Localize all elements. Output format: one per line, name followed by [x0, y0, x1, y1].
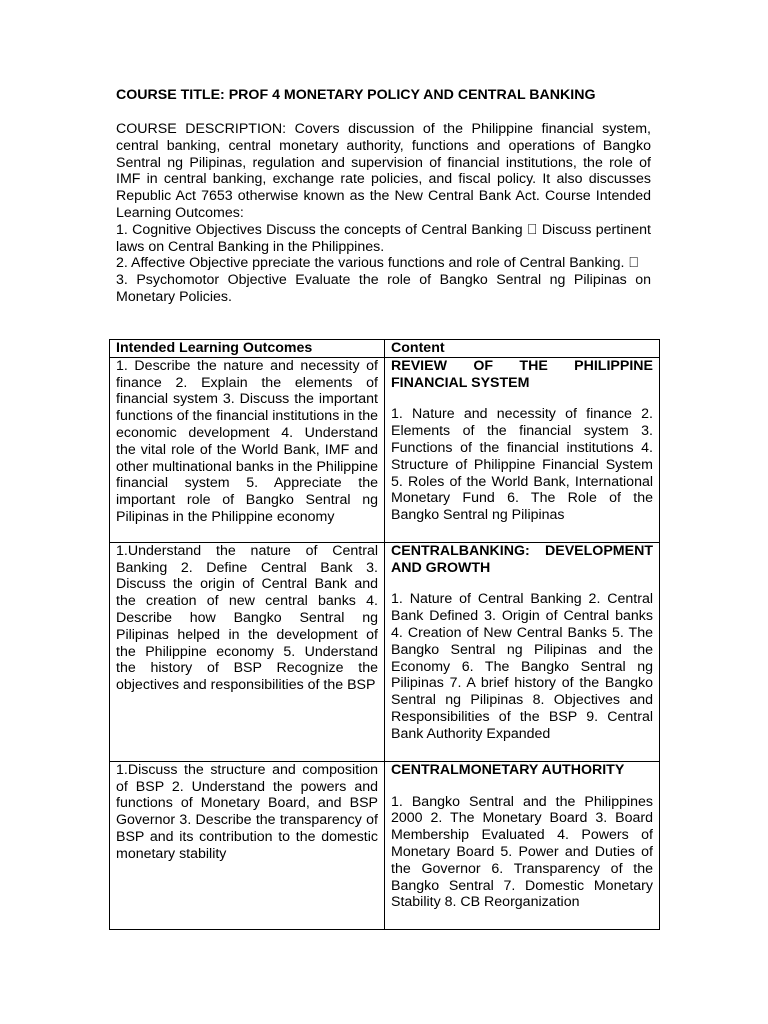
table-row [110, 761, 660, 929]
table-header-row [110, 340, 660, 358]
objective-psychomotor: 3. Psychomotor Objective Evaluate the role of Bangko Sentral ng Pilipinas on Monetary Policies. [116, 272, 651, 305]
outcomes-cell: 1.Understand the nature of Central Banking 2. Define Central Bank 3. Discuss the origin of Central Bank and the creation of new central banks 4. Describe how Bangko Sentral ng Pilipinas helped in the development of the Philippine economy 5. Understand the history of BSP Recognize the objectives and responsibilities of the BSP [110, 542, 385, 761]
content-body: 1. Nature and necessity of finance 2. Elements of the financial system 3. Functions of the financial institutions 4. Structure of Philippine Financial System 5. Roles of the World Bank, International Monetary Fund 6. The Role of the Bangko Sentral ng Pilipinas [391, 406, 653, 524]
outcomes-cell: 1. Describe the nature and necessity of finance 2. Explain the elements of financial system 3. Discuss the important functions of the financial institutions in the economic development 4. Understand the vital role of the World Bank, IMF and other multinational banks in the Philippine financial system 5. Appreciate the important role of Bangko Sentral ng Pilipinas in the Philippine economy [110, 357, 385, 542]
course-title: COURSE TITLE: PROF 4 MONETARY POLICY AND CENTRAL BANKING [116, 87, 596, 103]
course-description-paragraph: COURSE DESCRIPTION: Covers discussion of the Philippine financial system, central banking, central monetary authority, functions and operations of Bangko Sentral ng Pilipinas, regulation and supervision of financial institutions, the role of IMF in central banking, exchange rate policies, and fiscal policy. It also discusses Republic Act 7653 otherwise known as the New Central Bank Act. Course Intended Learning Outcomes: [116, 121, 651, 221]
content-heading: CENTRALMONETARY AUTHORITY [391, 761, 625, 778]
objective-cognitive: 1. Cognitive Objectives Discuss the concepts of Central Banking Discuss pertinent laws on Central Banking in the Philippines. [116, 221, 651, 255]
header-content: Content [385, 340, 660, 358]
content-heading: CENTRALBANKING: DEVELOPMENT AND GROWTH [391, 542, 653, 576]
content-body: 1. Bangko Sentral and the Philippines 2000 2. The Monetary Board 3. Board Membership Evaluated 4. Powers of Monetary Board 5. Power and Duties of the Governor 6. Transparency of the Bangko Sentral 7. Domestic Monetary Stability 8. CB Reorganization [391, 793, 653, 911]
table-row [110, 357, 660, 542]
course-description [116, 121, 651, 306]
learning-outcomes-table [109, 339, 660, 930]
content-heading: REVIEW OF THE PHILIPPINE FINANCIAL SYSTEM [391, 357, 653, 391]
outcomes-cell: 1.Discuss the structure and composition of BSP 2. Understand the powers and functions of Monetary Board, and BSP Governor 3. Describe the transparency of BSP and its contribution to the domestic monetary stability [110, 761, 385, 929]
table-row [110, 542, 660, 761]
content-body: 1. Nature of Central Banking 2. Central Bank Defined 3. Origin of Central banks 4. Creation of New Central Banks 5. The Bangko Sentral ng Pilipinas and the Economy 6. The Bangko Sentral ng Pilipinas 7. A brief history of the Bangko Sentral ng Pilipinas 8. Objectives and Responsibilities of the BSP 9. Central Bank Authority Expanded [391, 591, 653, 742]
content-cell [385, 761, 660, 929]
content-cell [385, 542, 660, 761]
objective-affective: 2. Affective Objective ppreciate the various functions and role of Central Banking. [116, 255, 625, 272]
content-cell [385, 357, 660, 542]
header-outcomes: Intended Learning Outcomes [110, 340, 385, 358]
